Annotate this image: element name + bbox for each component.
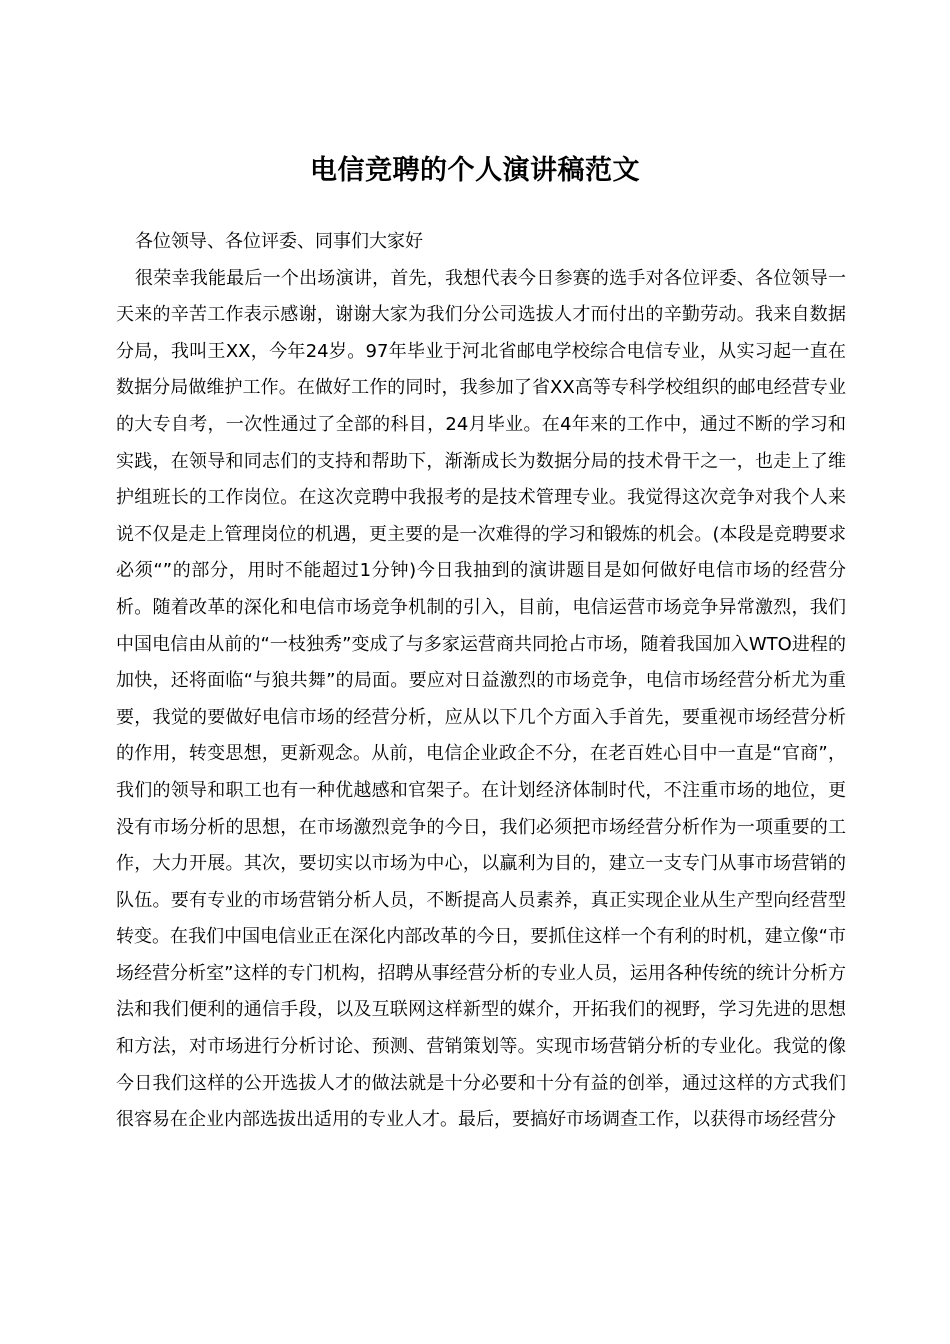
speech-paragraph: 很荣幸我能最后一个出场演讲，首先，我想代表今日参赛的选手对各位评委、各位领导一天来的辛苦工作表示感谢，谢谢大家为我们分公司选拔人才而付出的辛勤劳动。我来自数据分局，我叫王XX，今年24岁。97年毕业于河北省邮电学校综合电信专业，从实习起一直在数据分局做维护工作。在做好工作的同时，我参加了省XX高等专科学校组织的邮电经营专业的大专自考，一次性通过了全部的科目，24月毕业。在4年来的工作中，通过不断的学习和实践，在领导和同志们的支持和帮助下，渐渐成长为数据分局的技术骨干之一，也走上了维护组班长的工作岗位。在这次竞聘中我报考的是技术管理专业。我觉得这次竞争对我个人来说不仅是走上管理岗位的机遇，更主要的是一次难得的学习和锻炼的机会。(本段是竞聘要求必须“”的部分，用时不能超过1分钟)今日我抽到的演讲题目是如何做好电信市场的经营分析。随着改革的深化和电信市场竞争机制的引入，目前，电信运营市场竞争异常激烈，我们中国电信由从前的“一枝独秀”变成了与多家运营商共同抢占市场，随着我国加入WTO进程的加快，还将面临“与狼共舞”的局面。要应对日益激烈的市场竞争，电信市场经营分析尤为重要，我觉的要做好电信市场的经营分析，应从以下几个方面入手首先，要重视市场经营分析的作用，转变思想，更新观念。从前，电信企业政企不分，在老百姓心目中一直是“官商”，我们的领导和职工也有一种优越感和官架子。在计划经济体制时代，不注重市场的地位，更没有市场分析的思想，在市场激烈竞争的今日，我们必须把市场经营分析作为一项重要的工作，大力开展。其次，要切实以市场为中心，以赢利为目的，建立一支专门从事市场营销的队伍。要有专业的市场营销分析人员，不断提高人员素养，真正实现企业从生产型向经营型转变。在我们中国电信业正在深化内部改革的今日，要抓住这样一个有利的时机，建立像“市场经营分析室”这样的专门机构，招聘从事经营分析的专业人员，运用各种传统的统计分析方法和我们便利的通信手段，以及互联网这样新型的媒介，开拓我们的视野，学习先进的思想和方法，对市场进行分析讨论、预测、营销策划等。实现市场营销分析的专业化。我觉的像今日我们这样的公开选拔人才的做法就是十分必要和十分有益的创举，通过这样的方式我们很容易在企业内部选拔出适用的专业人才。最后，要搞好市场调查工作，以获得市场经营分 bbox=[116, 267, 846, 1131]
greeting-line: 各位领导、各位评委、同事们大家好 bbox=[135, 231, 423, 252]
document-body bbox=[116, 224, 846, 1139]
document-title: 电信竞聘的个人演讲稿范文 bbox=[310, 155, 640, 187]
